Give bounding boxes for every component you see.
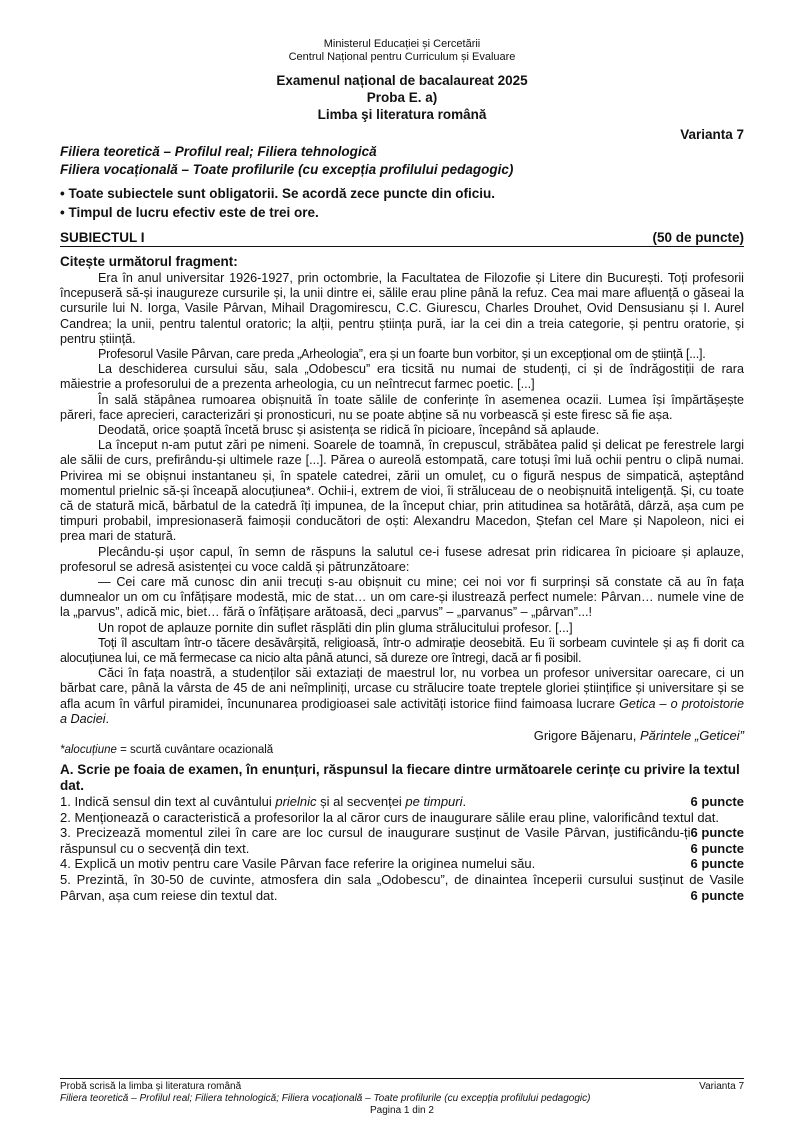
text-paragraph: La deschiderea cursului său, sala „Odobescu” era ticsită nu numai de studenți, ci și de îndrăgostiții de rara măiestrie a profesorului de a prezenta arheologia, cu un neîntrecut farmec poetic. [...] (60, 362, 744, 392)
exam-proba: Proba E. a) (366, 90, 438, 105)
text-paragraph: Un ropot de aplauze pornite din suflet răsplăti din plin gluma strălucitului profesor. [...] (98, 620, 573, 635)
exam-subject: Limba şi literatura română (317, 107, 487, 122)
text-paragraph: Toți îl ascultam într-o tăcere desăvârșită, religioasă, într-o admirație deosebită. Eu îi sorbeam cuvintele și aș fi dorit ca alocuțiunea lui, ce mă fermecase ca nicio alta până atunci, să dureze ore întregi, dacă ar fi posibil. (60, 635, 744, 666)
requirement-points: 6 puncte (690, 856, 744, 872)
exam-page (60, 38, 744, 903)
text-paragraph: Era în anul universitar 1926-1927, prin octombrie, la Facultatea de Filozofie și Litere din București. Toți profesorii începuseră să-și inaugureze cursurile și, la unii dintre ei, sălile erau pline până la refuz. Cea mai mare afluență o găseai la cursurile lui N. Iorga, Vasile Pârvan, Mihail Dragomirescu, C.C. Giurescu, Charles Drouhet, Ovid Densusianu și I. Aurel Candrea; la unii, pentru talentul oratoric; la alții, pentru știința pură, iar la cei din a treia categorie, și pentru oratorie, și pentru știință. (60, 271, 744, 346)
footer-variant: Varianta 7 (699, 1081, 744, 1092)
footnote-definition: = scurtă cuvântare ocazională (116, 744, 274, 757)
section-title: SUBIECTUL I (60, 230, 145, 245)
footnote (60, 744, 744, 756)
rule-item: • Timpul de lucru efectiv este de trei ore. (60, 205, 319, 220)
text-paragraph: La început n-am putut zări pe nimeni. Soarele de toamnă, în crepuscul, străbătea palid și delicat pe ferestrele largi ale sălii de curs, prefirându-și ultimele raze [...]. Părea o aureolă estompată, care totuși îmi luă ochii pentru o clipă numai. Privirea mi se obișnui instantaneu și, în spatele catedrei, zării un omuleț, cu o figură nespus de simpatică, așteptând momentul prielnic să-și înceapă alocuțiunea*. Ochii-i, extrem de vioi, îi străluceau de o neobișnuită inteligență. Și, cu toate că de statură mică, bărbatul de la catedră îți impunea, de la început chiar, prin atitudinea sa hotărâtă, dârză, așa cum pe timpuri probabil, impresionaseră faimoșii conducători de oști: Alexandru Macedon, Ștefan cel Mare și Napoleon, nici ei prea mari de statură. (60, 438, 744, 544)
text-paragraph: Profesorul Vasile Pârvan, care preda „Arheologia”, era și un foarte bun vorbitor, și un excepțional om de știință [...]. (98, 347, 706, 362)
requirement-points: 6 puncte (690, 825, 744, 841)
section-points: (50 de puncte) (652, 230, 744, 245)
variant-label: Varianta 7 (680, 127, 744, 142)
text-paragraph: Deodată, orice șoaptă încetă brusc și asistența se ridică în picioare, începând să aplaude. (98, 423, 600, 438)
text-paragraph-last: Căci în fața noastră, a studenților săi extaziați de maestrul lor, nu vorbea un profesor universitar oarecare, ci un bărbat care, până la vârsta de 45 de ani neîmpliniți, urcase cu strălucire toate treptele gloriei științifice și universitare și se afla acum în vârful piramidei, încununarea prodigioasei sale activități istorice fiind faimoasa lucrare Getica – o protoistorie a Daciei. (60, 666, 744, 726)
literary-fragment (60, 271, 744, 727)
footer-filiera: Filiera teoretică – Profilul real; Filiera tehnologică; Filiera vocațională – Toate profilurile (cu excepția profilului pedagogic) (60, 1093, 591, 1104)
requirement-3: 3. Precizează momentul zilei în care are loc cursul de inaugurare susținut de Vasile Pârvan, justificându-ți răspunsul cu o secvență din text. 6 puncte (60, 825, 744, 856)
requirement-5: 5. Prezintă, în 30-50 de cuvinte, atmosfera din sala „Odobescu”, de dinaintea începerii cursului susținut de Vasile Pârvan, așa cum reiese din textul dat. 6 puncte (60, 872, 744, 903)
author-name: Grigore Băjenaru, (533, 728, 640, 744)
book-title: Getica – o protoistorie a Daciei (60, 696, 744, 726)
page-footer (60, 1078, 744, 1117)
exam-title: Examenul național de bacalaureat 2025 (276, 73, 528, 88)
page-number: Pagina 1 din 2 (370, 1105, 434, 1116)
section-header (60, 230, 744, 247)
footer-subject: Probă scrisă la limba și literatura română (60, 1081, 242, 1092)
footnote-term: *alocuțiune (60, 744, 117, 757)
last-paragraph-text: Căci în fața noastră, a studenților săi extaziați de maestrul lor, nu vorbea un profesor universitar oarecare, ci un bărbat care, până la vârsta de 45 de ani neîmpliniți, urcase cu strălucire toate treptele gloriei științifice și universitare și se afla acum în vârful piramidei, încununarea prodigioasei sale activități istorice fiind faimoasa lucrare (60, 666, 744, 711)
author-citation (60, 728, 744, 743)
filiera-line-1: Filiera teoretică – Profilul real; Filiera tehnologică (60, 144, 377, 159)
ministry-name: Ministerul Educației și Cercetării (323, 38, 481, 50)
requirement-points: 6 puncte (690, 794, 744, 810)
text-paragraph: Plecându-și ușor capul, în semn de răspuns la salutul ce-i fusese adresat prin ridicarea în picioare și aplauze, profesorul se adresă asistenței cu voce caldă și pătrunzătoare: (60, 544, 744, 574)
work-title: Părintele „Geticei” (639, 728, 744, 744)
rules-list (60, 184, 744, 222)
requirements-heading: A. Scrie pe foaia de examen, în enunțuri, răspunsul la fiecare dintre următoarele cerințe cu privire la textul dat. (60, 762, 740, 794)
requirement-4: 4. Explică un motiv pentru care Vasile Pârvan face referire la originea numelui său. 6 puncte (60, 856, 744, 872)
text-paragraph: — Cei care mă cunosc din anii trecuți s-au obișnuit cu mine; cei noi vor fi surprinși să constate că au în fața dumnealor un om cu înfățișare modestă, mic de stat… un om care-și ilustrează perfect numele: Pârvan… numele vine de la „parvus”, adică mic, biet… fără o înfățișare arătoasă, deci „parvus” – „parvanus” – „pârvan”...! (60, 575, 744, 620)
center-name: Centrul Național pentru Curriculum și Evaluare (288, 51, 516, 63)
text-paragraph: În sală stăpânea rumoarea obișnuită în toate sălile de conferințe în asemenea ocazii. Lumea își împărtășește păreri, face aprecieri, caracterizări și pronosticuri, nu se poate abține să nu vorbească și este firesc să fie așa. (60, 392, 744, 422)
requirement-2: 2. Menționează o caracteristică a profesorilor la al căror curs de inaugurare sălile erau pline, valorificând textul dat. 6 puncte (60, 809, 744, 841)
rule-item: • Toate subiectele sunt obligatorii. Se acordă zece puncte din oficiu. (60, 186, 496, 201)
requirement-1: 1. Indică sensul din text al cuvântului prielnic și al secvenței pe timpuri. 6 puncte (60, 794, 744, 810)
filiera-line-2: Filiera vocațională – Toate profilurile (cu excepția profilului pedagogic) (60, 162, 514, 177)
requirement-points: 6 puncte (690, 887, 744, 903)
requirement-points: 6 puncte (690, 840, 744, 856)
reading-instruction: Citește următorul fragment: (60, 254, 238, 269)
